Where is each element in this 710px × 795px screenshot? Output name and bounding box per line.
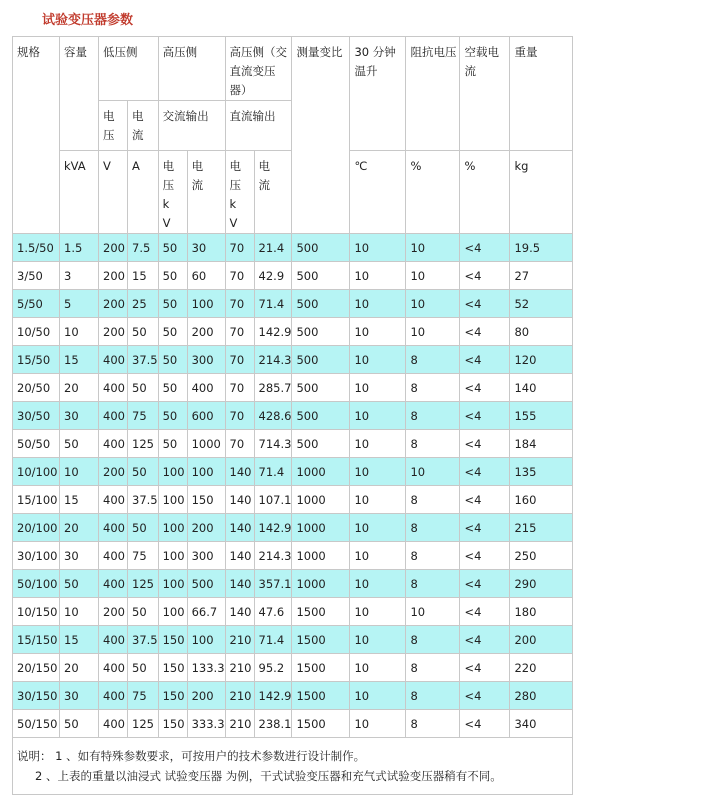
header-ratio: 测量变比 (292, 37, 350, 234)
cell-spec: 10/100 (13, 458, 60, 486)
unit-weight: kg (510, 151, 573, 234)
cell-weight: 340 (510, 710, 573, 738)
cell-ac-current: 333.3 (187, 710, 225, 738)
cell-weight: 52 (510, 290, 573, 318)
cell-lv-current: 7.5 (128, 234, 159, 262)
cell-lv-current: 25 (128, 290, 159, 318)
cell-dc-current: 214.3 (254, 346, 292, 374)
cell-dc-voltage: 140 (225, 598, 254, 626)
cell-lv-current: 15 (128, 262, 159, 290)
cell-weight: 215 (510, 514, 573, 542)
cell-ac-voltage: 100 (158, 598, 187, 626)
cell-dc-voltage: 70 (225, 374, 254, 402)
cell-lv-voltage: 400 (99, 402, 128, 430)
cell-temp: 10 (350, 234, 406, 262)
cell-lv-voltage: 400 (99, 710, 128, 738)
cell-lv-current: 75 (128, 542, 159, 570)
header-weight: 重量 (510, 37, 573, 151)
cell-dc-voltage: 70 (225, 402, 254, 430)
cell-ac-voltage: 100 (158, 458, 187, 486)
cell-impedance: 10 (406, 234, 460, 262)
cell-ratio: 1500 (292, 626, 350, 654)
cell-temp: 10 (350, 430, 406, 458)
cell-ratio: 1500 (292, 682, 350, 710)
cell-spec: 15/50 (13, 346, 60, 374)
cell-dc-current: 95.2 (254, 654, 292, 682)
notes (13, 738, 573, 795)
cell-impedance: 10 (406, 318, 460, 346)
cell-lv-voltage: 400 (99, 626, 128, 654)
cell-no-load: <4 (460, 514, 510, 542)
cell-ac-current: 100 (187, 290, 225, 318)
cell-dc-current: 428.6 (254, 402, 292, 430)
table-row (13, 598, 573, 626)
cell-ac-voltage: 100 (158, 514, 187, 542)
cell-spec: 50/150 (13, 710, 60, 738)
cell-spec: 30/100 (13, 542, 60, 570)
cell-ac-current: 500 (187, 570, 225, 598)
cell-ac-voltage: 150 (158, 682, 187, 710)
cell-dc-current: 21.4 (254, 234, 292, 262)
cell-lv-voltage: 400 (99, 430, 128, 458)
cell-capacity: 1.5 (60, 234, 99, 262)
cell-lv-current: 50 (128, 318, 159, 346)
cell-no-load: <4 (460, 234, 510, 262)
cell-dc-voltage: 70 (225, 234, 254, 262)
cell-ac-voltage: 100 (158, 570, 187, 598)
table-row (13, 626, 573, 654)
cell-temp: 10 (350, 262, 406, 290)
cell-ratio: 1000 (292, 570, 350, 598)
cell-weight: 180 (510, 598, 573, 626)
table-row (13, 654, 573, 682)
transformer-params-table (12, 36, 573, 795)
cell-spec: 1.5/50 (13, 234, 60, 262)
cell-spec: 30/50 (13, 402, 60, 430)
cell-ratio: 500 (292, 262, 350, 290)
table-row (13, 374, 573, 402)
cell-ratio: 500 (292, 290, 350, 318)
header-dc-output: 直流输出 (225, 101, 292, 151)
cell-impedance: 8 (406, 682, 460, 710)
cell-ratio: 500 (292, 374, 350, 402)
cell-lv-voltage: 200 (99, 234, 128, 262)
cell-temp: 10 (350, 374, 406, 402)
cell-capacity: 10 (60, 458, 99, 486)
cell-weight: 120 (510, 346, 573, 374)
cell-lv-voltage: 400 (99, 346, 128, 374)
cell-lv-current: 37.5 (128, 346, 159, 374)
cell-ratio: 500 (292, 346, 350, 374)
header-temp-rise: 30 分钟温升 (350, 37, 406, 151)
cell-temp: 10 (350, 458, 406, 486)
cell-no-load: <4 (460, 710, 510, 738)
cell-no-load: <4 (460, 626, 510, 654)
cell-lv-current: 37.5 (128, 486, 159, 514)
cell-no-load: <4 (460, 458, 510, 486)
cell-no-load: <4 (460, 430, 510, 458)
cell-lv-current: 50 (128, 598, 159, 626)
cell-capacity: 50 (60, 430, 99, 458)
cell-ac-voltage: 50 (158, 262, 187, 290)
cell-ratio: 1000 (292, 542, 350, 570)
cell-ac-current: 133.3 (187, 654, 225, 682)
cell-ratio: 500 (292, 430, 350, 458)
cell-capacity: 30 (60, 542, 99, 570)
cell-spec: 10/150 (13, 598, 60, 626)
cell-temp: 10 (350, 682, 406, 710)
cell-ac-current: 100 (187, 458, 225, 486)
cell-dc-current: 42.9 (254, 262, 292, 290)
cell-dc-current: 214.3 (254, 542, 292, 570)
cell-lv-current: 50 (128, 374, 159, 402)
cell-ac-current: 200 (187, 318, 225, 346)
cell-spec: 50/100 (13, 570, 60, 598)
table-row (13, 710, 573, 738)
notes-row (13, 738, 573, 795)
cell-lv-current: 50 (128, 458, 159, 486)
cell-impedance: 8 (406, 654, 460, 682)
cell-dc-voltage: 140 (225, 458, 254, 486)
cell-lv-voltage: 400 (99, 514, 128, 542)
cell-ratio: 500 (292, 234, 350, 262)
cell-dc-current: 71.4 (254, 290, 292, 318)
cell-ac-current: 60 (187, 262, 225, 290)
cell-weight: 200 (510, 626, 573, 654)
cell-lv-current: 125 (128, 430, 159, 458)
cell-lv-voltage: 400 (99, 542, 128, 570)
unit-impedance: % (406, 151, 460, 234)
cell-lv-current: 125 (128, 710, 159, 738)
cell-lv-voltage: 200 (99, 262, 128, 290)
cell-no-load: <4 (460, 318, 510, 346)
table-row (13, 262, 573, 290)
cell-dc-current: 142.9 (254, 682, 292, 710)
cell-temp: 10 (350, 542, 406, 570)
header-hv-side-dc: 高压侧（交直流变压器） (225, 37, 292, 101)
cell-no-load: <4 (460, 542, 510, 570)
cell-temp: 10 (350, 598, 406, 626)
cell-impedance: 8 (406, 346, 460, 374)
cell-spec: 20/100 (13, 514, 60, 542)
cell-capacity: 15 (60, 346, 99, 374)
cell-weight: 290 (510, 570, 573, 598)
cell-spec: 3/50 (13, 262, 60, 290)
cell-weight: 250 (510, 542, 573, 570)
header-ac-voltage: 电压kV (158, 151, 187, 234)
cell-ac-voltage: 50 (158, 374, 187, 402)
cell-lv-current: 75 (128, 682, 159, 710)
cell-weight: 184 (510, 430, 573, 458)
cell-spec: 5/50 (13, 290, 60, 318)
header-dc-voltage: 电压kV (225, 151, 254, 234)
cell-temp: 10 (350, 710, 406, 738)
cell-spec: 15/150 (13, 626, 60, 654)
cell-impedance: 10 (406, 262, 460, 290)
cell-no-load: <4 (460, 290, 510, 318)
cell-ratio: 1500 (292, 598, 350, 626)
cell-ratio: 1500 (292, 654, 350, 682)
cell-dc-current: 71.4 (254, 626, 292, 654)
cell-ratio: 1500 (292, 710, 350, 738)
cell-impedance: 8 (406, 374, 460, 402)
cell-ac-current: 30 (187, 234, 225, 262)
cell-lv-voltage: 200 (99, 290, 128, 318)
cell-impedance: 8 (406, 514, 460, 542)
header-hv-side: 高压侧 (158, 37, 225, 101)
cell-dc-voltage: 210 (225, 682, 254, 710)
cell-no-load: <4 (460, 570, 510, 598)
table-row (13, 682, 573, 710)
header-lv-voltage: 电压 (99, 101, 128, 151)
cell-lv-current: 75 (128, 402, 159, 430)
cell-impedance: 8 (406, 710, 460, 738)
cell-weight: 155 (510, 402, 573, 430)
cell-impedance: 8 (406, 430, 460, 458)
cell-ac-current: 150 (187, 486, 225, 514)
cell-temp: 10 (350, 346, 406, 374)
header-ac-output: 交流输出 (158, 101, 225, 151)
cell-capacity: 10 (60, 598, 99, 626)
table-row (13, 402, 573, 430)
cell-no-load: <4 (460, 654, 510, 682)
cell-no-load: <4 (460, 598, 510, 626)
cell-weight: 160 (510, 486, 573, 514)
cell-no-load: <4 (460, 346, 510, 374)
cell-ac-voltage: 50 (158, 346, 187, 374)
cell-lv-voltage: 200 (99, 458, 128, 486)
cell-weight: 220 (510, 654, 573, 682)
cell-ac-voltage: 150 (158, 654, 187, 682)
cell-ac-current: 300 (187, 542, 225, 570)
cell-ac-current: 600 (187, 402, 225, 430)
note-line-2: 2 、上表的重量以油浸式 试验变压器 为例，干式试验变压器和充气式试验变压器稍有不同。 (35, 769, 502, 783)
table-row (13, 318, 573, 346)
cell-weight: 280 (510, 682, 573, 710)
header-no-load: 空载电流 (460, 37, 510, 151)
cell-dc-voltage: 70 (225, 290, 254, 318)
cell-capacity: 15 (60, 486, 99, 514)
unit-lv-voltage: V (99, 151, 128, 234)
cell-lv-voltage: 400 (99, 486, 128, 514)
table-row (13, 430, 573, 458)
cell-dc-voltage: 140 (225, 514, 254, 542)
cell-lv-current: 50 (128, 514, 159, 542)
cell-capacity: 20 (60, 514, 99, 542)
table-row (13, 458, 573, 486)
header-lv-side: 低压侧 (99, 37, 159, 101)
cell-dc-current: 107.1 (254, 486, 292, 514)
cell-ratio: 500 (292, 402, 350, 430)
cell-impedance: 8 (406, 626, 460, 654)
cell-dc-current: 357.1 (254, 570, 292, 598)
cell-impedance: 8 (406, 570, 460, 598)
cell-ac-voltage: 50 (158, 318, 187, 346)
cell-lv-voltage: 200 (99, 598, 128, 626)
table-row (13, 542, 573, 570)
header-lv-current: 电流 (128, 101, 159, 151)
cell-capacity: 20 (60, 654, 99, 682)
cell-ac-voltage: 50 (158, 234, 187, 262)
header-dc-current: 电流 (254, 151, 292, 234)
cell-dc-voltage: 70 (225, 318, 254, 346)
cell-impedance: 10 (406, 598, 460, 626)
cell-lv-voltage: 400 (99, 682, 128, 710)
cell-ac-current: 200 (187, 682, 225, 710)
table-row (13, 514, 573, 542)
cell-dc-voltage: 140 (225, 542, 254, 570)
cell-lv-voltage: 400 (99, 570, 128, 598)
cell-capacity: 5 (60, 290, 99, 318)
cell-weight: 27 (510, 262, 573, 290)
cell-spec: 50/50 (13, 430, 60, 458)
cell-dc-current: 142.9 (254, 514, 292, 542)
cell-ac-current: 100 (187, 626, 225, 654)
cell-lv-current: 50 (128, 654, 159, 682)
cell-capacity: 10 (60, 318, 99, 346)
unit-no-load: % (460, 151, 510, 234)
cell-temp: 10 (350, 486, 406, 514)
cell-weight: 19.5 (510, 234, 573, 262)
cell-lv-voltage: 400 (99, 654, 128, 682)
cell-temp: 10 (350, 570, 406, 598)
cell-dc-voltage: 70 (225, 430, 254, 458)
cell-ratio: 1000 (292, 486, 350, 514)
table-row (13, 234, 573, 262)
cell-ac-voltage: 100 (158, 542, 187, 570)
cell-impedance: 8 (406, 542, 460, 570)
cell-dc-current: 714.3 (254, 430, 292, 458)
cell-no-load: <4 (460, 374, 510, 402)
cell-impedance: 10 (406, 290, 460, 318)
cell-ratio: 1000 (292, 458, 350, 486)
cell-ac-voltage: 50 (158, 402, 187, 430)
cell-temp: 10 (350, 290, 406, 318)
cell-no-load: <4 (460, 262, 510, 290)
cell-ac-voltage: 150 (158, 626, 187, 654)
header-impedance: 阻抗电压 (406, 37, 460, 151)
table-row (13, 346, 573, 374)
cell-ac-current: 1000 (187, 430, 225, 458)
cell-dc-voltage: 210 (225, 710, 254, 738)
cell-ac-current: 400 (187, 374, 225, 402)
cell-lv-current: 37.5 (128, 626, 159, 654)
cell-ac-voltage: 50 (158, 430, 187, 458)
cell-impedance: 8 (406, 486, 460, 514)
cell-temp: 10 (350, 318, 406, 346)
cell-dc-voltage: 210 (225, 654, 254, 682)
cell-dc-current: 142.9 (254, 318, 292, 346)
cell-dc-current: 71.4 (254, 458, 292, 486)
cell-capacity: 50 (60, 570, 99, 598)
table-row (13, 290, 573, 318)
cell-ac-voltage: 50 (158, 290, 187, 318)
cell-dc-voltage: 140 (225, 570, 254, 598)
cell-ac-voltage: 100 (158, 486, 187, 514)
cell-weight: 140 (510, 374, 573, 402)
cell-dc-voltage: 70 (225, 262, 254, 290)
cell-spec: 20/150 (13, 654, 60, 682)
cell-no-load: <4 (460, 682, 510, 710)
cell-temp: 10 (350, 654, 406, 682)
cell-no-load: <4 (460, 486, 510, 514)
note-line-1: 说明： 1 、如有特殊参数要求，可按用户的技术参数进行设计制作。 (17, 749, 366, 763)
cell-capacity: 15 (60, 626, 99, 654)
cell-lv-voltage: 200 (99, 318, 128, 346)
cell-temp: 10 (350, 402, 406, 430)
cell-ac-voltage: 150 (158, 710, 187, 738)
cell-weight: 135 (510, 458, 573, 486)
cell-capacity: 50 (60, 710, 99, 738)
unit-temp: ℃ (350, 151, 406, 234)
cell-no-load: <4 (460, 402, 510, 430)
table-row (13, 570, 573, 598)
cell-dc-voltage: 70 (225, 346, 254, 374)
cell-lv-current: 125 (128, 570, 159, 598)
unit-capacity: kVA (60, 151, 99, 234)
cell-ac-current: 66.7 (187, 598, 225, 626)
cell-ac-current: 300 (187, 346, 225, 374)
cell-dc-voltage: 210 (225, 626, 254, 654)
unit-lv-current: A (128, 151, 159, 234)
cell-temp: 10 (350, 626, 406, 654)
cell-weight: 80 (510, 318, 573, 346)
cell-dc-current: 238.1 (254, 710, 292, 738)
cell-capacity: 30 (60, 402, 99, 430)
cell-lv-voltage: 400 (99, 374, 128, 402)
cell-dc-current: 285.7 (254, 374, 292, 402)
header-capacity: 容量 (60, 37, 99, 151)
cell-capacity: 3 (60, 262, 99, 290)
cell-spec: 10/50 (13, 318, 60, 346)
cell-impedance: 10 (406, 458, 460, 486)
cell-ac-current: 200 (187, 514, 225, 542)
cell-spec: 20/50 (13, 374, 60, 402)
cell-capacity: 20 (60, 374, 99, 402)
cell-ratio: 500 (292, 318, 350, 346)
cell-dc-current: 47.6 (254, 598, 292, 626)
cell-ratio: 1000 (292, 514, 350, 542)
cell-capacity: 30 (60, 682, 99, 710)
header-spec: 规格 (13, 37, 60, 234)
cell-temp: 10 (350, 514, 406, 542)
page-title: 试验变压器参数 (42, 13, 134, 28)
header-ac-current: 电流 (187, 151, 225, 234)
cell-dc-voltage: 140 (225, 486, 254, 514)
cell-impedance: 8 (406, 402, 460, 430)
table-row (13, 486, 573, 514)
cell-spec: 15/100 (13, 486, 60, 514)
cell-spec: 30/150 (13, 682, 60, 710)
